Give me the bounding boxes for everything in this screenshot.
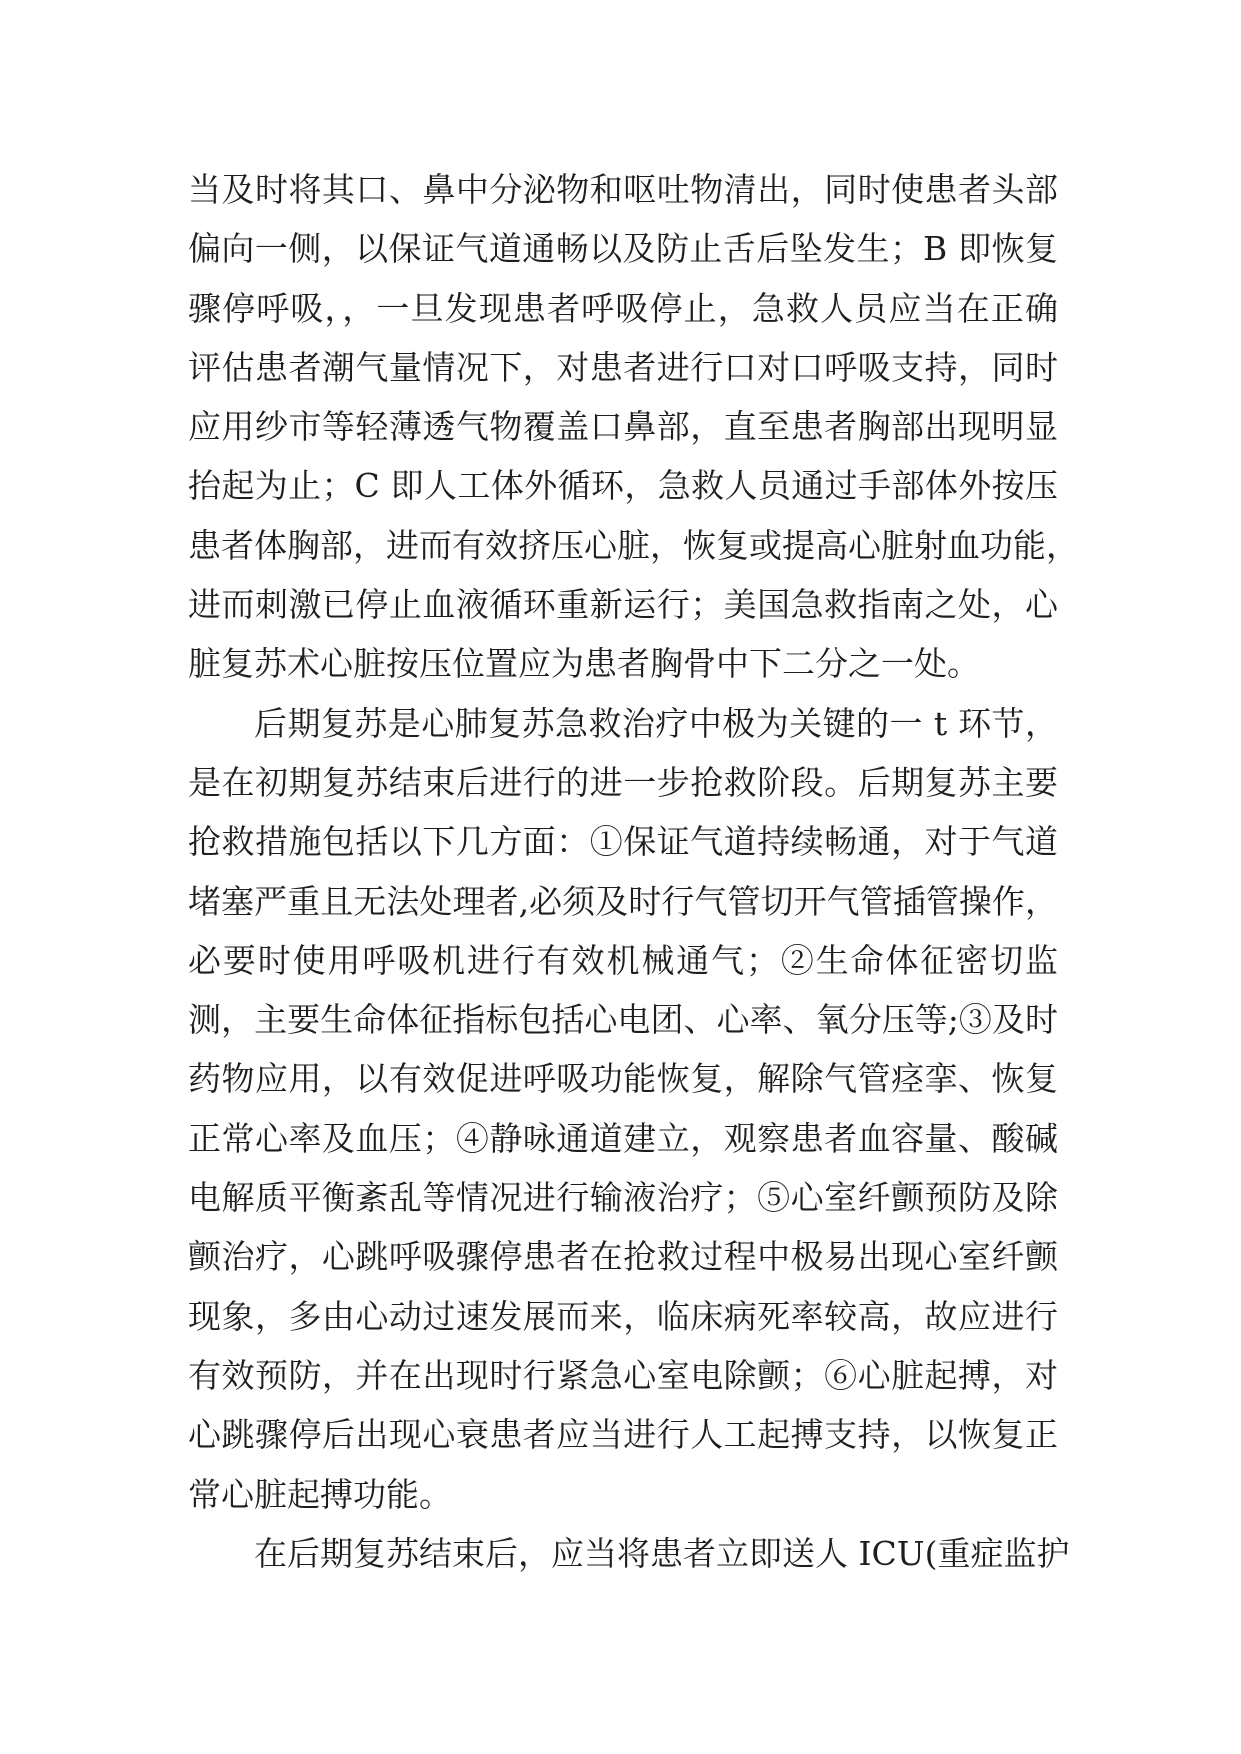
text-line: 电解质平衡紊乱等情况进行输液治疗；⑤心室纤颤预防及除 [188,1178,1058,1218]
text-line: 是在初期复苏结束后进行的进一步抢救阶段。后期复苏主要 [188,762,1058,802]
text-line: 后期复苏是心肺复苏急救治疗中极为关键的一 t 环节， [254,703,1058,743]
text-line: 现象，多由心动过速发展而来，临床病死率较高，故应进行 [188,1296,1058,1336]
text-line: 测，主要生命体征指标包括心电团、心率、氧分压等;③及时 [188,1000,1058,1040]
text-line: 在后期复苏结束后，应当将患者立即送人 ICU(重症监护 [254,1533,1070,1573]
text-line: 当及时将其口、鼻中分泌物和呕吐物清出，同时使患者头部 [188,170,1058,209]
text-line: 有效预防，并在出现时行紧急心室电除颤；⑥心脏起搏，对 [188,1355,1058,1395]
text-line: 抬起为止；C 即人工体外循环，急救人员通过手部体外按压 [188,466,1058,506]
text-line: 骤停呼吸，，一旦发现患者呼吸停止，急救人员应当在正确 [188,288,1058,328]
text-line: 脏复苏术心脏按压位置应为患者胸骨中下二分之一处。 [188,644,980,684]
text-line: 抢救措施包括以下几方面：①保证气道持续畅通，对于气道 [188,822,1058,862]
text-line: 评估患者潮气量情况下，对患者进行口对口呼吸支持，同时 [188,347,1058,387]
text-line: 患者体胸部，进而有效挤压心脏，恢复或提高心脏射血功能， [188,525,1079,565]
text-line: 进而刺激已停止血液循环重新运行；美国急救指南之处，心 [188,585,1058,625]
text-line: 正常心率及血压；④静咏通道建立，观察患者血容量、酸碱 [188,1118,1058,1158]
text-line: 必要时使用呼吸机进行有效机械通气；②生命体征密切监 [188,940,1058,980]
body-text [188,160,1079,1583]
text-line: 常心脏起搏功能。 [188,1474,452,1514]
text-line: 颤治疗，心跳呼吸骤停患者在抢救过程中极易出现心室纤颤 [188,1237,1058,1277]
text-line: 堵塞严重且无法处理者,必须及时行气管切开气管插管操作， [188,881,1058,921]
text-line: 心跳骤停后出现心衰患者应当进行人工起搏支持，以恢复正 [188,1415,1058,1455]
text-line: 药物应用，以有效促进呼吸功能恢复，解除气管痉挛、恢复 [188,1059,1058,1099]
text-line: 偏向一侧，以保证气道通畅以及防止舌后坠发生；B 即恢复 [188,229,1058,269]
text-line: 应用纱市等轻薄透气物覆盖口鼻部，直至患者胸部出现明显 [188,407,1058,447]
